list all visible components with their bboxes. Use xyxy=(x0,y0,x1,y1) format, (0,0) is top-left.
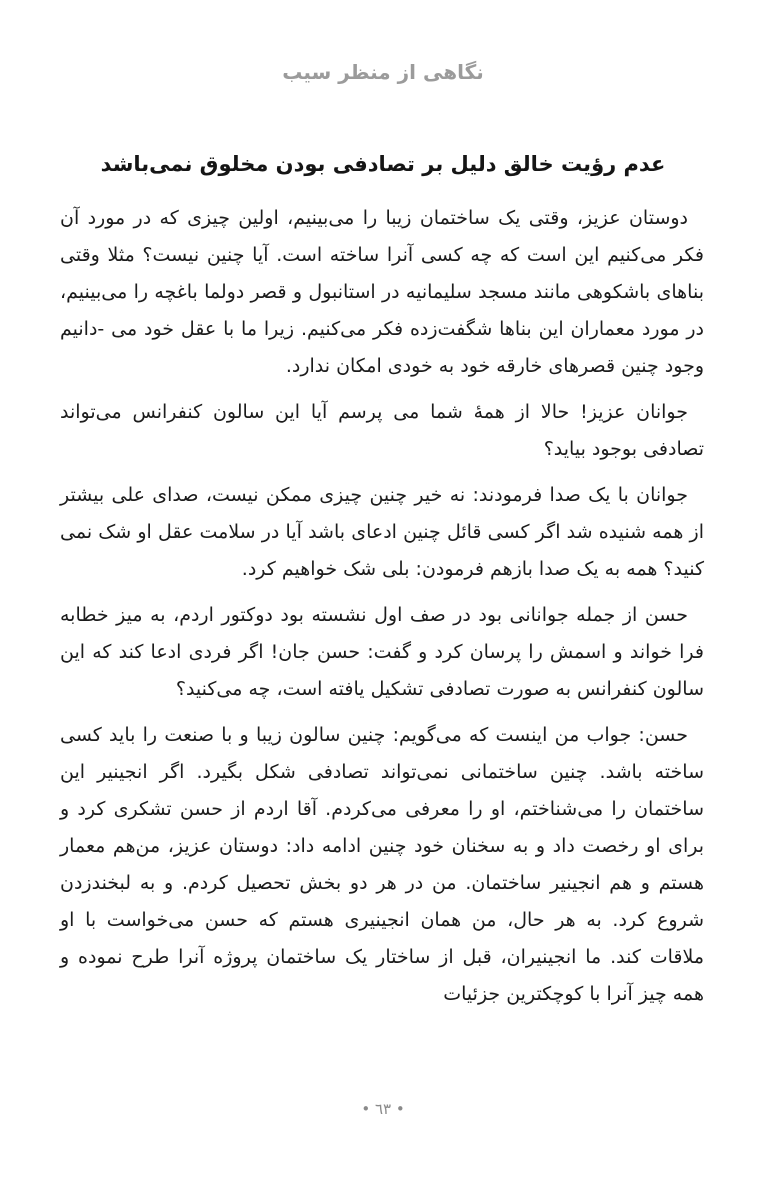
running-header: نگاهی از منظر سیب xyxy=(282,60,484,84)
paragraph-5: حسن: جواب من اینست که می‌گویم: چنین سالون زیبا و با صنعت را باید کسی ساخته باشد. چنین ساختمانی نمی‌تواند تصادفی شکل بگیرد. اگر انجینیر این ساختمان را می‌شناختم، او را معرفی می‌کردم. آقا اردم از حسن تشکری کرد و برای او رخصت داد و به سخنان خود چنین ادامه داد: دوستان عزیز، من‌هم معمار هستم و هم انجینیر ساختمان. من در هر دو بخش تحصیل کردم. و به لبخندزدن شروع کرد. به هر حال، من همان انجینیری هستم که حسن می‌خواست با او ملاقات کند. ما انجینیران، قبل از ساختار یک ساختمان پروژه آنرا طرح نموده و همه چیز آنرا با کوچکترین جزئیات xyxy=(60,724,704,1005)
paragraph-2: جوانان عزیز! حالا از همهٔ شما می پرسم آیا این سالون کنفرانس می‌تواند تصادفی بوجود بیاید؟ xyxy=(60,401,704,460)
paragraph-3: جوانان با یک صدا فرمودند: نه خیر چنین چیزی ممکن نیست، صدای علی بیشتر از همه شنیده شد اگر کسی قائل چنین ادعای باشد آیا در سلامت عقل او شک نمی کنید؟ همه به یک صدا بازهم فرمودن: بلی شک خواهیم کرد. xyxy=(60,484,704,580)
section-title: عدم رؤیت خالق دلیل بر تصادفی بودن مخلوق نمی‌باشد xyxy=(100,152,666,176)
page-number: • ٦٣ • xyxy=(361,1100,405,1118)
paragraph-4: حسن از جمله جوانانی بود در صف اول نشسته بود دوکتور اردم، به میز خطابه فرا خواند و اسمش را پرسان کرد و گفت: حسن جان! اگر فردی ادعا کند که این سالون کنفرانس به صورت تصادفی تشکیل یافته است، چه می‌کنید؟ xyxy=(60,604,704,700)
paragraph-1: دوستان عزیز، وقتی یک ساختمان زیبا را می‌بینیم، اولین چیزی که در مورد آن فکر می‌کنیم این است که چه کسی آنرا ساخته است. آیا چنین نیست؟ مثلا وقتی بناهای باشکوهی مانند مسجد سلیمانیه در استانبول و قصر دولما باغچه را می‌بینیم، در مورد معماران این بناها شگفت‌زده فکر می‌کنیم. زیرا ما با عقل خود می -دانیم وجود چنین قصرهای خارقه خود به خودی امکان ندارد. xyxy=(60,207,704,377)
body-text xyxy=(60,200,704,1022)
